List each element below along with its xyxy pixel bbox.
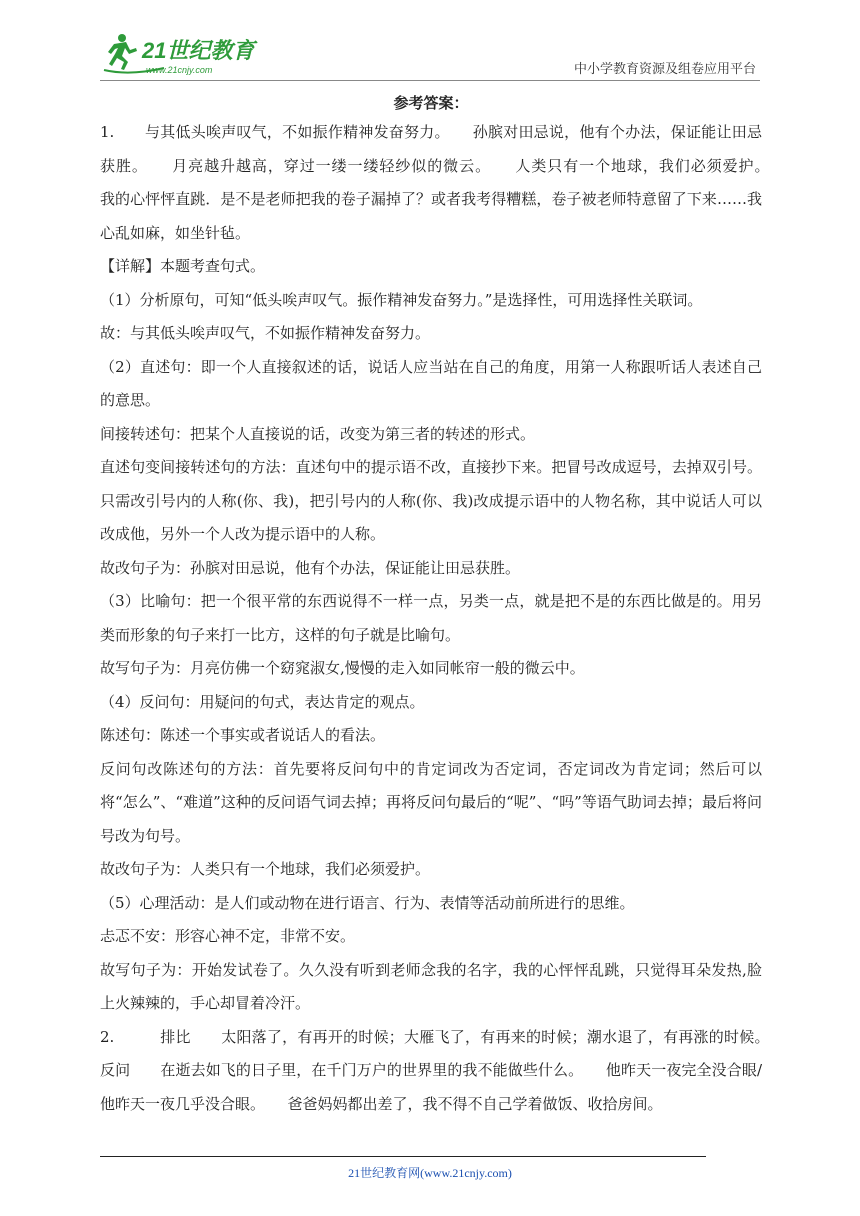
answer-paragraph: 间接转述句：把某个人直接说的话，改变为第三者的转述的形式。 [100,424,536,443]
answer-paragraph: 陈述句：陈述一个事实或者说话人的看法。 [100,726,386,744]
platform-name: 中小学教育资源及组卷应用平台 [573,62,756,77]
footer-divider [100,1156,706,1157]
answer-content [100,92,793,1121]
answer-paragraph: 1. 与其低头唉声叹气，不如振作精神发奋努力。 孙膑对田忌说，他有个办法，保证能让田忌获胜。 月亮越升越高，穿过一缕一缕轻纱似的微云。 人类只有一个地球，我们必须爱护。 我的心怦怦直跳．是不是老师把我的卷子漏掉了？或者我考得糟糕，卷子被老师特意留了下来……我心乱如麻，如坐针毡。 [100,123,793,242]
page-title: 参考答案： [393,94,469,112]
answer-paragraph: 2. 排比 太阳落了，有再开的时候；大雁飞了，有再来的时候；潮水退了，有再涨的时候。 反问 在逝去如飞的日子里，在千门万户的世界里的我不能做些什么。 他昨天一夜完全没合眼/他昨天一夜几乎没合眼。 爸爸妈妈都出差了，我不得不自己学着做饭、收拾房间。 [100,1027,793,1113]
answer-paragraph: （3）比喻句：把一个很平常的东西说得不一样一点，另类一点，就是把不是的东西比做是的。用另类而形象的句子来打一比方，这样的句子就是比喻句。 [100,592,762,644]
answer-paragraph: 【详解】本题考查句式。 [100,257,266,275]
answer-paragraph: 故写句子为：开始发试卷了。久久没有听到老师念我的名字，我的心怦怦乱跳，只觉得耳朵发热,脸上火辣辣的，手心却冒着冷汗。 [100,960,762,1012]
answer-paragraph: 故：与其低头唉声叹气，不如振作精神发奋努力。 [100,324,431,342]
answer-paragraph: 故写句子为：月亮仿佛一个窈窕淑女,慢慢的走入如同帐帘一般的微云中。 [100,659,585,677]
answer-paragraph: （5）心理活动：是人们或动物在进行语言、行为、表情等活动前所进行的思维。 [100,893,635,912]
footer-text: 21世纪教育网(www.21cnjy.com) [348,1166,512,1180]
site-logo [100,30,260,78]
answer-paragraph: 直述句变间接转述句的方法：直述句中的提示语不改，直接抄下来。把冒号改成逗号，去掉双引号。只需改引号内的人称(你、我)，把引号内的人称(你、我)改成提示语中的人物名称，其中说话人可以改成他，另外一个人改为提示语中的人称。 [100,458,762,543]
answer-paragraph: 忐忑不安：形容心神不定，非常不安。 [100,927,356,945]
answer-paragraph: （2）直述句：即一个人直接叙述的话，说话人应当站在自己的角度，用第一人称跟听话人表述自己的意思。 [100,357,762,409]
answer-paragraph: （1）分析原句，可知“低头唉声叹气。振作精神发奋努力。”是选择性，可用选择性关联词。 [100,290,703,309]
page-header [100,30,760,81]
answer-paragraphs [100,116,793,1121]
answer-paragraph: 反问句改陈述句的方法：首先要将反问句中的肯定词改为否定词，否定词改为肯定词；然后可以将“怎么”、“难道”这种的反问语气词去掉；再将反问句最后的“呢”、“吗”等语气助词去掉；最后将问号改为句号。 [100,759,762,845]
logo-text: 21世纪教育 [142,38,255,63]
answer-paragraph: （4）反问句：用疑问的句式，表达肯定的观点。 [100,692,425,711]
answer-paragraph: 故改句子为：孙膑对田忌说，他有个办法，保证能让田忌获胜。 [100,558,521,577]
answer-paragraph: 故改句子为：人类只有一个地球，我们必须爱护。 [100,860,431,878]
logo-url: www.21cnjy.com [146,65,213,75]
